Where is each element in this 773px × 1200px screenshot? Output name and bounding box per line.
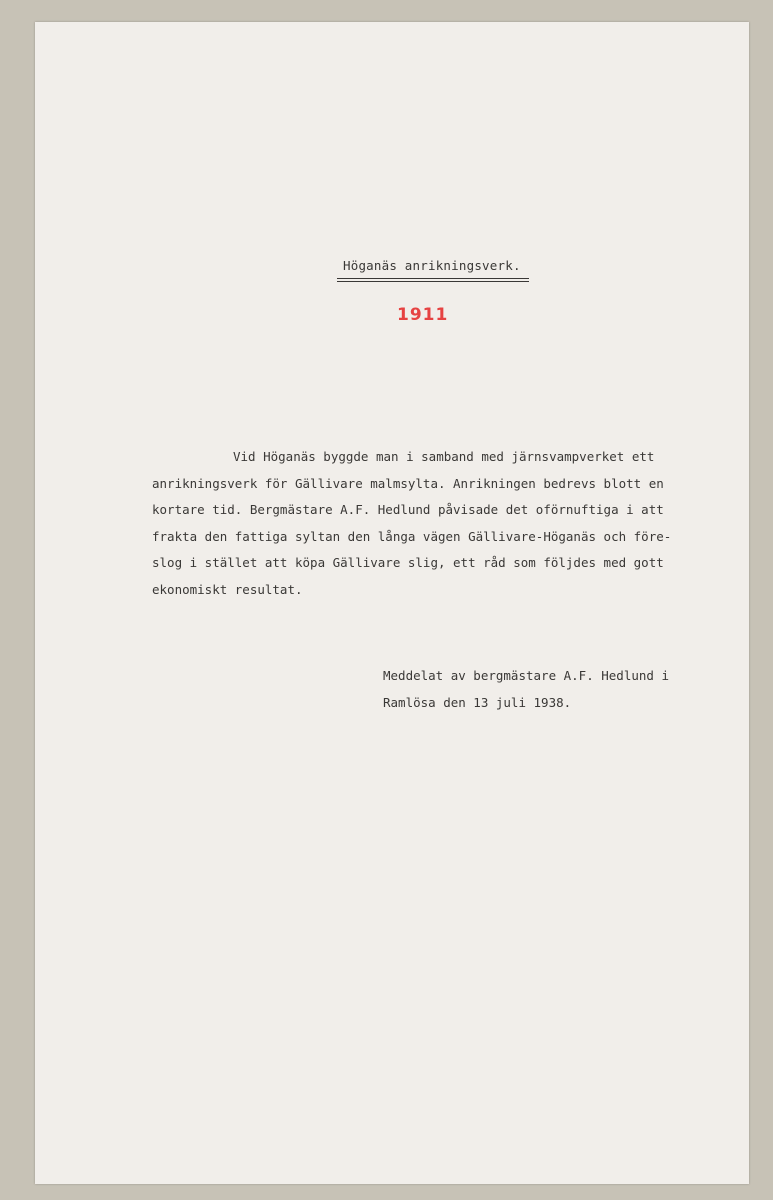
attribution-line: Ramlösa den 13 juli 1938. bbox=[383, 695, 572, 710]
attribution-line: Meddelat av bergmästare A.F. Hedlund i bbox=[383, 668, 669, 683]
body-line: anrikningsverk för Gällivare malmsylta. Anrikningen bedrevs blott en bbox=[152, 475, 664, 491]
body-line: Vid Höganäs byggde man i samband med järnsvampverket ett bbox=[233, 449, 655, 464]
typed-document bbox=[35, 22, 749, 1184]
handwritten-year-annotation: 1911 bbox=[397, 305, 449, 325]
attribution bbox=[383, 662, 669, 716]
body-line: frakta den fattiga syltan den långa vägen Gällivare-Höganäs och före- bbox=[152, 528, 672, 544]
body-line: kortare tid. Bergmästare A.F. Hedlund påvisade det oförnuftiga i att bbox=[152, 502, 664, 518]
document-title: Höganäs anrikningsverk. bbox=[343, 258, 521, 273]
document-body bbox=[152, 444, 732, 604]
title-underline-1 bbox=[337, 278, 529, 279]
document-page bbox=[35, 22, 749, 1184]
title-underline-2 bbox=[337, 281, 529, 282]
body-line: ekonomiskt resultat. bbox=[152, 581, 303, 597]
body-line: slog i stället att köpa Gällivare slig, ett råd som följdes med gott bbox=[152, 555, 664, 571]
